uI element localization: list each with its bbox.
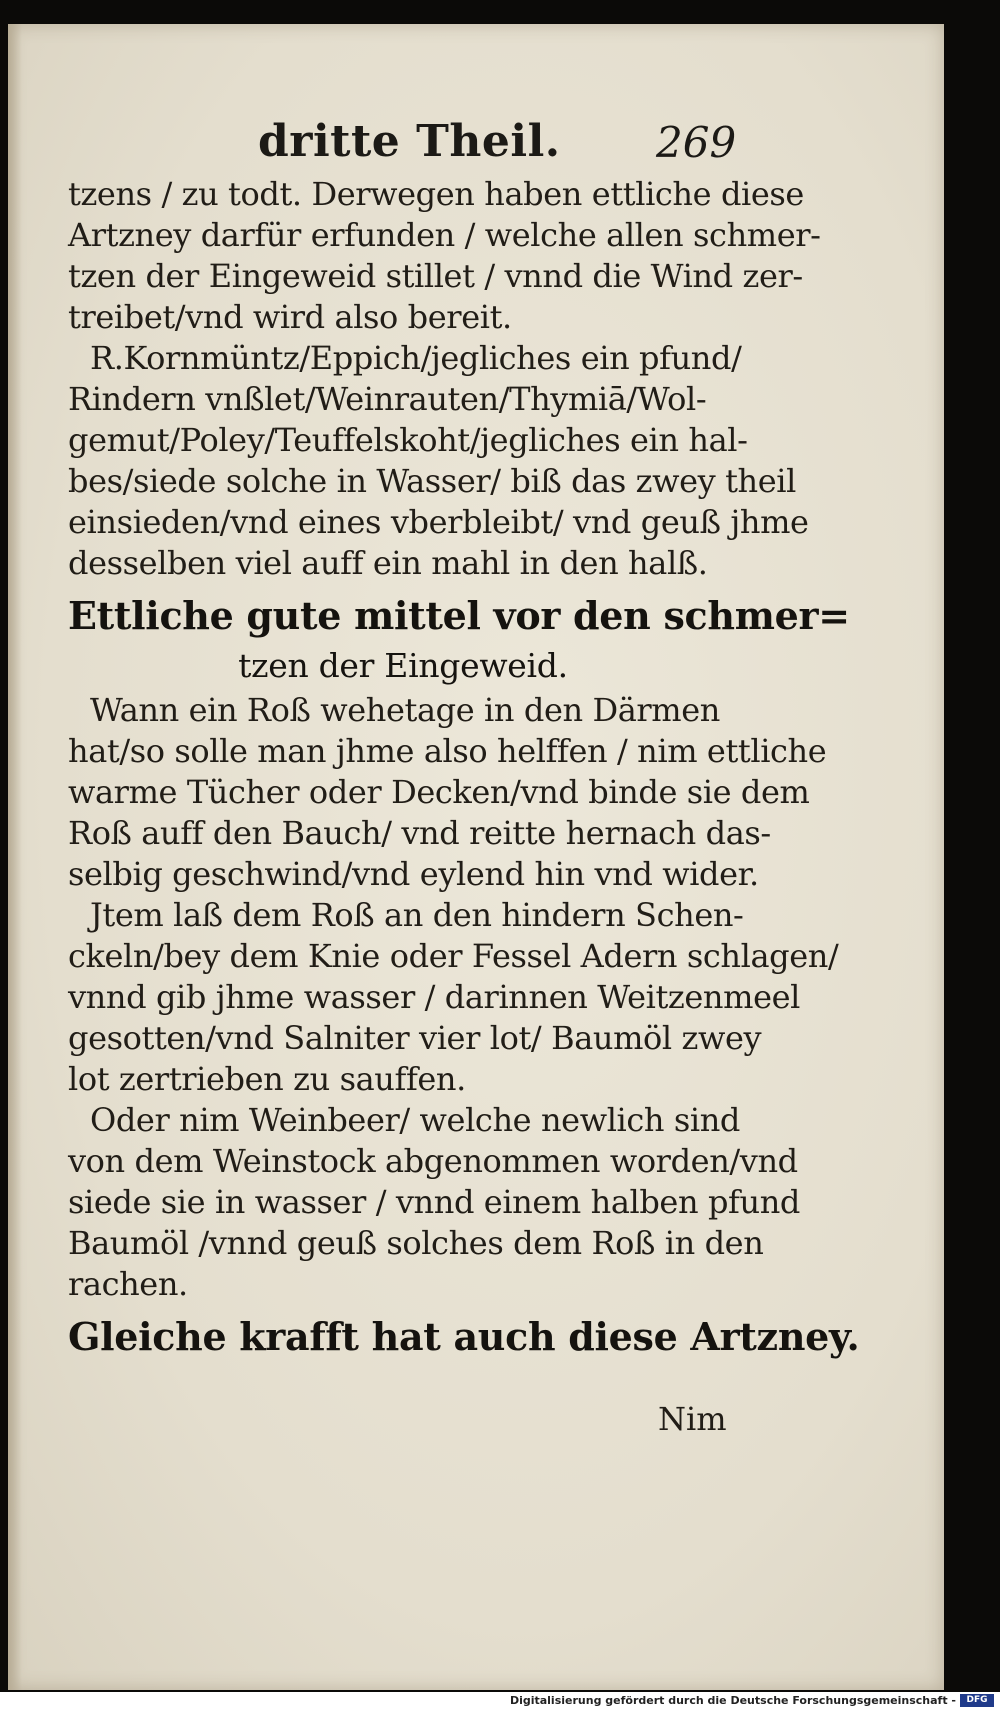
text-line: treibet/vnd wird also bereit. [68,298,512,336]
running-head: dritte Theil. [258,116,561,167]
text-line: einsieden/vnd eines vberbleibt/ vnd geuß jhme [68,503,809,541]
text-line: gemut/Poley/Teuffelskoht/jegliches ein hal- [68,421,748,459]
text-line: vnnd gib jhme wasser / darinnen Weitzenmeel [68,978,800,1016]
section-heading-2: Gleiche krafft hat auch diese Artzney. [68,1314,860,1359]
text-line: tzens / zu todt. Derwegen haben ettliche diese [68,175,804,213]
text-line: Rindern vnßlet/Weinrauten/Thymiā/Wol- [68,380,707,418]
text-line: Artzney darfür erfunden / welche allen schmer- [68,216,821,254]
text-line: bes/siede solche in Wasser/ biß das zwey theil [68,462,796,500]
text-line: desselben viel auff ein mahl in den halß. [68,544,708,582]
section-heading-1 [68,590,850,690]
text-line: R.Kornmüntz/Eppich/jegliches ein pfund/ [90,339,742,377]
text-line: Oder nim Weinbeer/ welche newlich sind [90,1101,741,1139]
text-line: rachen. [68,1265,188,1303]
text-line: Jtem laß dem Roß an den hindern Schen- [90,896,744,934]
page-header [8,84,944,174]
paragraph-5 [68,1100,800,1305]
main-text [68,174,860,1363]
text-line: siede sie in wasser / vnnd einem halben pfund [68,1183,800,1221]
text-line: gesotten/vnd Salniter vier lot/ Baumöl zwey [68,1019,762,1057]
text-line: warme Tücher oder Decken/vnd binde sie dem [68,773,810,811]
text-line: hat/so solle man jhme also helffen / nim ettliche [68,732,827,770]
book-page [8,24,944,1690]
text-line: von dem Weinstock abgenommen worden/vnd [68,1142,798,1180]
page-number: 269 [656,118,737,167]
catchword: Nim [658,1400,727,1438]
dfg-logo-icon: DFG [960,1694,994,1707]
paragraph-3 [68,690,827,895]
text-line: selbig geschwind/vnd eylend hin vnd wider. [68,855,759,893]
paragraph-2 [68,338,809,584]
text-line: Roß auff den Bauch/ vnd reitte hernach das- [68,814,771,852]
text-line: Wann ein Roß wehetage in den Därmen [90,691,720,729]
footer-credit: Digitalisierung gefördert durch die Deutsche Forschungsgemeinschaft - [509,1694,956,1707]
paragraph-1 [68,174,821,338]
paragraph-4 [68,895,839,1100]
text-line: tzen der Eingeweid stillet / vnnd die Wind zer- [68,257,803,295]
text-line: ckeln/bey dem Knie oder Fessel Adern schlagen/ [68,937,839,975]
heading-line: tzen der Eingeweid. [238,646,568,685]
heading-line: Ettliche gute mittel vor den schmer= [68,593,850,638]
text-line: lot zertrieben zu sauffen. [68,1060,466,1098]
text-line: Baumöl /vnnd geuß solches dem Roß in den [68,1224,764,1262]
digitization-footer [0,1692,1000,1710]
